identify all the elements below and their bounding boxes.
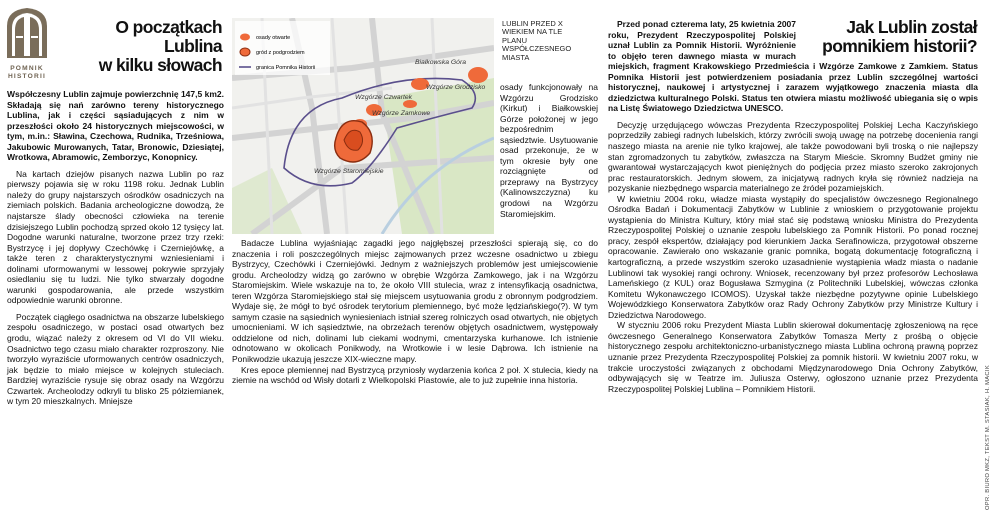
right-column <box>608 19 978 394</box>
map-legend <box>235 21 330 75</box>
left-lead: Współczesny Lublin zajmuje powierzchnię 147,5 km2. Składają się nań zarówno tereny historycznego Lublina, jak i części sąsiadujących z nim w przeszłości około 24 historycznych miejscowości, w tym, m.in.: Sławina, Czechowa, Rudnika, Trześniowa, Jakubowic Murowanych, Tatar, Bronowic, Dziesiątej, Wrotkowa, Abramowic, Zemborzyc, Konopnicy. <box>7 89 224 163</box>
left-title-line1: O początkach Lublina <box>115 17 222 56</box>
left-col2-bottom <box>232 238 598 386</box>
historical-map <box>232 18 494 234</box>
right-title-line1: Jak Lublin został <box>846 17 977 37</box>
gothic-window-icon <box>4 6 50 60</box>
right-paragraph-3: W styczniu 2006 roku Prezydent Miasta Lublin skierował dokumentację zgłoszeniową na ręce ówczesnego Generalnego Konserwatora Zabytków Tomasza Merty z prośbą o objęcie historycznego zespołu architektoniczno-urbanistycznego miasta Lublina ochroną prawną poprzez uznanie przez Prezydenta Rzeczypospolitej Polskiej za pomnik historii. W kwietniu 2007 roku, w trakcie uroczystości związanych z obchodami Międzynarodowego Dnia Ochrony Zabytków, odbywających się w Teatrze im. Juliusza Osterwy, ogłoszono uznanie przez Prezydenta Rzeczypospolitej Polskiej Lublina – Pomnikiem Historii. <box>608 320 978 394</box>
right-lead: Przed ponad czterema laty, 25 kwietnia 2007 roku, Prezydent Rzeczypospolitej Polskiej uznał Lublin za Pomnik Historii. Wyróżnienie to objęło teren dawnego miasta w murach miejskich, fragment Krakowskiego Przedmieścia i Wzgórze Zamkowe z Zamkiem. Status Pomnika Historii jest potwierdzeniem posiadania przez Lublin szczególnej wartości historycznej, naukowej i artystycznej i zarazem wyjątkowego znaczenia miasta dla dziedzictwa kulturalnego Polski. Status ten otwiera miastu możliwość ubiegania się o wpis na Listę Światowego Dziedzictwa UNESCO. <box>608 19 978 114</box>
settlement-zamkowe <box>403 100 417 108</box>
left-title-line2: w kilku słowach <box>98 55 222 75</box>
pomnik-historii-logo <box>4 6 50 80</box>
logo-line2: HISTORII <box>7 72 47 80</box>
logo-line1: POMNIK <box>10 65 44 72</box>
legend-border: granica Pomnika Historii <box>256 65 316 71</box>
right-paragraph-2: W kwietniu 2004 roku, władze miasta wystąpiły do specjalistów ówczesnego Regionalnego Ośrodka Badań i Dokumentacji Zabytków w Lublinie z wnioskiem o przygotowanie projektu wystąpienia do Ministra Kultury, który miał stać się podstawą wniosku Ministra do Prezydenta Rzeczypospolitej Polskiej o uznanie zespołu lubelskiego za Pomnik Historii. Po ponad rocznej pracy, zespół ekspertów, działający pod kierunkiem Jacka Serafinowicza, przygotował obszerne opracowanie. Zawierało ono wskazanie granic pomnika, bogatą dokumentację fotograficzną i kartograficzną, a przede wszystkim szeroko uzasadnienie wystąpienia władz miasta o nadanie Lublinowi tak wysokiej rangi ochrony. Wniosek, recenzowany był przez profesorów Lechosława Lameńskiego (z KUL) oraz Bogusława Szmygina (z Politechniki Lubelskiej, wówczas członka Komitetu Wykonawczego ICOMOS). Uzyskał także niezbędne pozytywne opinie Lubelskiego Wojewódzkiego Konserwatora Zabytków oraz Rady Ochrony Zabytków przy Ministrze Kultury i Dziedzictwa Narodowego. <box>608 193 978 320</box>
left-article-title <box>58 18 222 75</box>
credit-line: OPR. BIURO MKZ, TEKST M. STASIAK, H. MACIK <box>985 365 991 510</box>
right-title-line2: pomnikiem historii? <box>822 36 977 56</box>
map-svg <box>232 18 494 234</box>
left-col2-paragraph-1: Badacze Lublina wyjaśniając zagadki jego najgłębszej przeszłości spierają się, co do znaczenia i roli poszczególnych miejsc zajmowanych przez wczesne osadnictwo u zbiegu Bystrzycy, Czechówki i Czerniejówki. Jednym z ważniejszych problemów jest umiejscowienie grodu. Archeolodzy widzą go zarówno w obrębie Wzgórza Zamkowego, jak i na Wzgórzu Staromiejskim. Wiele wskazuje na to, że około VIII stulecia, wraz z intensyfikacją osadnictwa, teren Wzgórza Staromiejskiego stał się miejscem usytuowania grodu z obronnym podgrodziem. Wydaje się, że mógł to być ośrodek terytorium plemiennego, być może lędziańskiego(?). W tym samym czasie na sąsiednich wyniesieniach istniał szereg rolniczych osad otwartych, nie objętych umocnieniami. W ich sąsiedztwie, na obrzeżach terenów objętych osadnictwem, występowały oddzielone od nich, dolinami lub ciekami wodnymi, cmentarzyska kurhanowe. Ich istnienie odnotowano w okolicach Ponikwody, na Wrotkowie i w lesie Dąbrowa. Ich istnienie na Ponikwodzie ukazują jeszcze XIX-wieczne mapy. <box>232 238 598 365</box>
right-paragraph-1: Decyzję urzędującego wówczas Prezydenta Rzeczypospolitej Polskiej Lecha Kaczyńskiego poprzedziły zabiegi radnych lubelskich, którzy zwrócili swoją uwagę na potrzebę docenienia rangi naszego miasta na arenie nie tylko krajowej, ale także powodowani byli troską o nie najlepszy stan zgromadzonych tu zabytków, zwłaszcza na Starym Mieście. Skromny Budżet gminy nie gwarantował wystarczających kwot pieniężnych do podjęcia przez miasto szeroko zakrojonych prac restauratorskich. Jednym słowem, za inicjatywą radnych kryła się również nadzieja na pozyskanie niezbędnego wsparcia materialnego ze źródeł pozamiejskich. <box>608 119 978 194</box>
settlement-grodzisko <box>468 67 488 83</box>
map-label-staromiejskie: Wzgórze Staromiejskie <box>314 168 384 175</box>
left-column <box>7 89 224 407</box>
map-label-zamkowe: Wzgórze Zamkowe <box>372 110 431 117</box>
left-col2-top: osady funkcjonowały na Wzgórzu Grodzisko (Kirkut) i Białkowskiej Górze położonej w jego bezpośrednim sąsiedztwie. Usytuowanie osad przekonuje, że w tym okresie były one rozciągnięte od przeprawy na Bystrzycy (Kalinowszczyzna) ku grodowi na Wzgórzu Staromiejskim. <box>500 82 598 219</box>
legend-open-settlements: osady otwarte <box>256 35 291 41</box>
map-label-grodzisko: Wzgórze Grodzisko <box>426 84 486 91</box>
map-label-bialkowska: Białkowska Góra <box>415 59 466 66</box>
left-paragraph-2: Początek ciągłego osadnictwa na obszarze lubelskiego zespołu osadniczego, w postaci osad otwartych bez grodu, wiązać należy z okresem od VI do VII wieku. Osadnictwo tego czasu miało charakter rozproszony. Nie tworzyło wyraziście uformowanych centrów osadniczych, jak będzie to miało miejsce w kolejnych stuleciach. Bardziej wyraziście rysuje się obraz osady na Wzgórzu Czwartek. Archeolodzy odkryli tu blisko 25 półziemianek, w tym 20 mieszkalnych. Mniejsze <box>7 311 224 407</box>
legend-gord: gród z podgrodziem <box>256 50 305 56</box>
left-col2-paragraph-2: Kres epoce plemiennej nad Bystrzycą przyniosły wydarzenia końca 2 poł. X stulecia, kiedy na ziemie na wschód od Wisły dotarli z Wielkopolski Piastowie, ale to już zupełnie inna historia. <box>232 364 598 386</box>
map-caption: LUBLIN PRZED X WIEKIEM NA TLE PLANU WSPÓŁCZESNEGO MIASTA <box>502 19 572 62</box>
map-label-czwartek: Wzgórze Czwartek <box>355 94 413 101</box>
left-paragraph-1: Na kartach dziejów pisanych nazwa Lublin po raz pierwszy pojawia się w roku 1198 roku. Jednak Lublin należy do grupy najstarszych ośrodków osadniczych na ziemiach polskich. Badania archeologiczne dowodzą, że najstarsze ślady obecności człowieka na terenie dzisiejszego Lublin pochodzą sprzed około 12 tysięcy lat. Dogodne warunki naturalne, tworzone przez trzy rzeki: Bystrzycę i jej dopływy Czechówkę i Czerniejówkę, a także teren z charakterystycznymi wzniesieniami i dolinami uformowanymi w lessowej pokrywie sprzyjały osiedlaniu się tu ludzi. Nie tylko stwarzały dogodne warunki gospodarowania, ale przede wszystkim odpowiednie warunki obronne. <box>7 168 224 306</box>
